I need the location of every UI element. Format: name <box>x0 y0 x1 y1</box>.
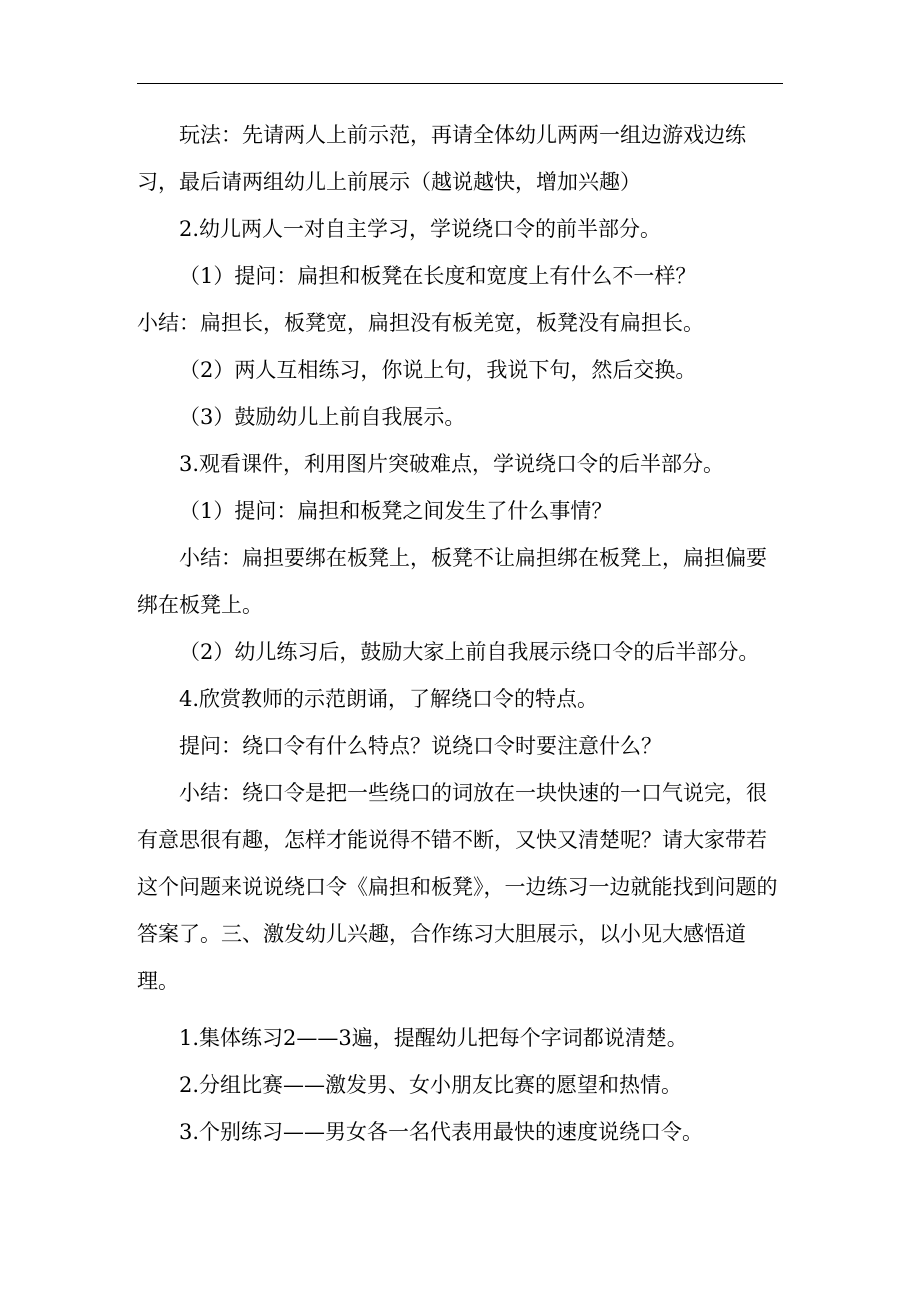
paragraph-part3-item-2: 2.分组比赛——激发男、女小朋友比赛的愿望和热情。 <box>179 1073 683 1097</box>
paragraph-question-1: （1）提问：扁担和板凳在长度和宽度上有什么不一样？ <box>179 264 697 288</box>
paragraph-part3-item-1: 1.集体练习2——3遍，提醒幼儿把每个字词都说清楚。 <box>179 1026 688 1050</box>
header-rule <box>137 83 783 84</box>
paragraph-practice-2: （2）两人互相练习，你说上句，我说下句，然后交换。 <box>179 358 697 382</box>
paragraph-step-2: 2.幼儿两人一对自主学习，学说绕口令的前半部分。 <box>179 217 662 241</box>
paragraph-question-4: 提问：绕口令有什么特点？说绕口令时要注意什么？ <box>179 734 662 758</box>
paragraph-play-method: 玩法：先请两人上前示范，再请全体幼儿两两一组边游戏边练习，最后请两组幼儿上前展示（越说越快，增加兴趣） <box>137 123 746 194</box>
paragraph-question-3-1: （1）提问：扁担和板凳之间发生了什么事情？ <box>179 499 613 523</box>
paragraph-practice-3-2: （2）幼儿练习后，鼓励大家上前自我展示绕口令的后半部分。 <box>179 640 760 664</box>
paragraph-encourage-3: （3）鼓励幼儿上前自我展示。 <box>179 405 466 429</box>
paragraph-part3-item-3: 3.个别练习——男女各一名代表用最快的速度说绕口令。 <box>179 1120 704 1144</box>
paragraph-gap <box>137 1005 787 1015</box>
paragraph-step-3: 3.观看课件，利用图片突破难点，学说绕口令的后半部分。 <box>179 452 725 476</box>
paragraph-step-4: 4.欣赏教师的示范朗诵，了解绕口令的特点。 <box>179 687 599 711</box>
paragraph-summary-1: 小结：扁担长，板凳宽，扁担没有板羌宽，板凳没有扁担长。 <box>137 311 704 335</box>
paragraph-summary-2: 小结：扁担要绑在板凳上，板凳不让扁担绑在板凳上，扁担偏要绑在板凳上。 <box>137 546 767 617</box>
document-body <box>137 112 787 1156</box>
paragraph-summary-3: 小结：绕口令是把一些绕口的词放在一块快速的一口气说完，很有意思很有趣，怎样才能说得不错不断，又快又清楚呢？请大家带若这个问题来说说绕口令《扁担和板凳》，一边练习一边就能找到问题的答案了。三、激发幼儿兴趣，合作练习大胆展示，以小见大感悟道理。 <box>137 781 778 993</box>
